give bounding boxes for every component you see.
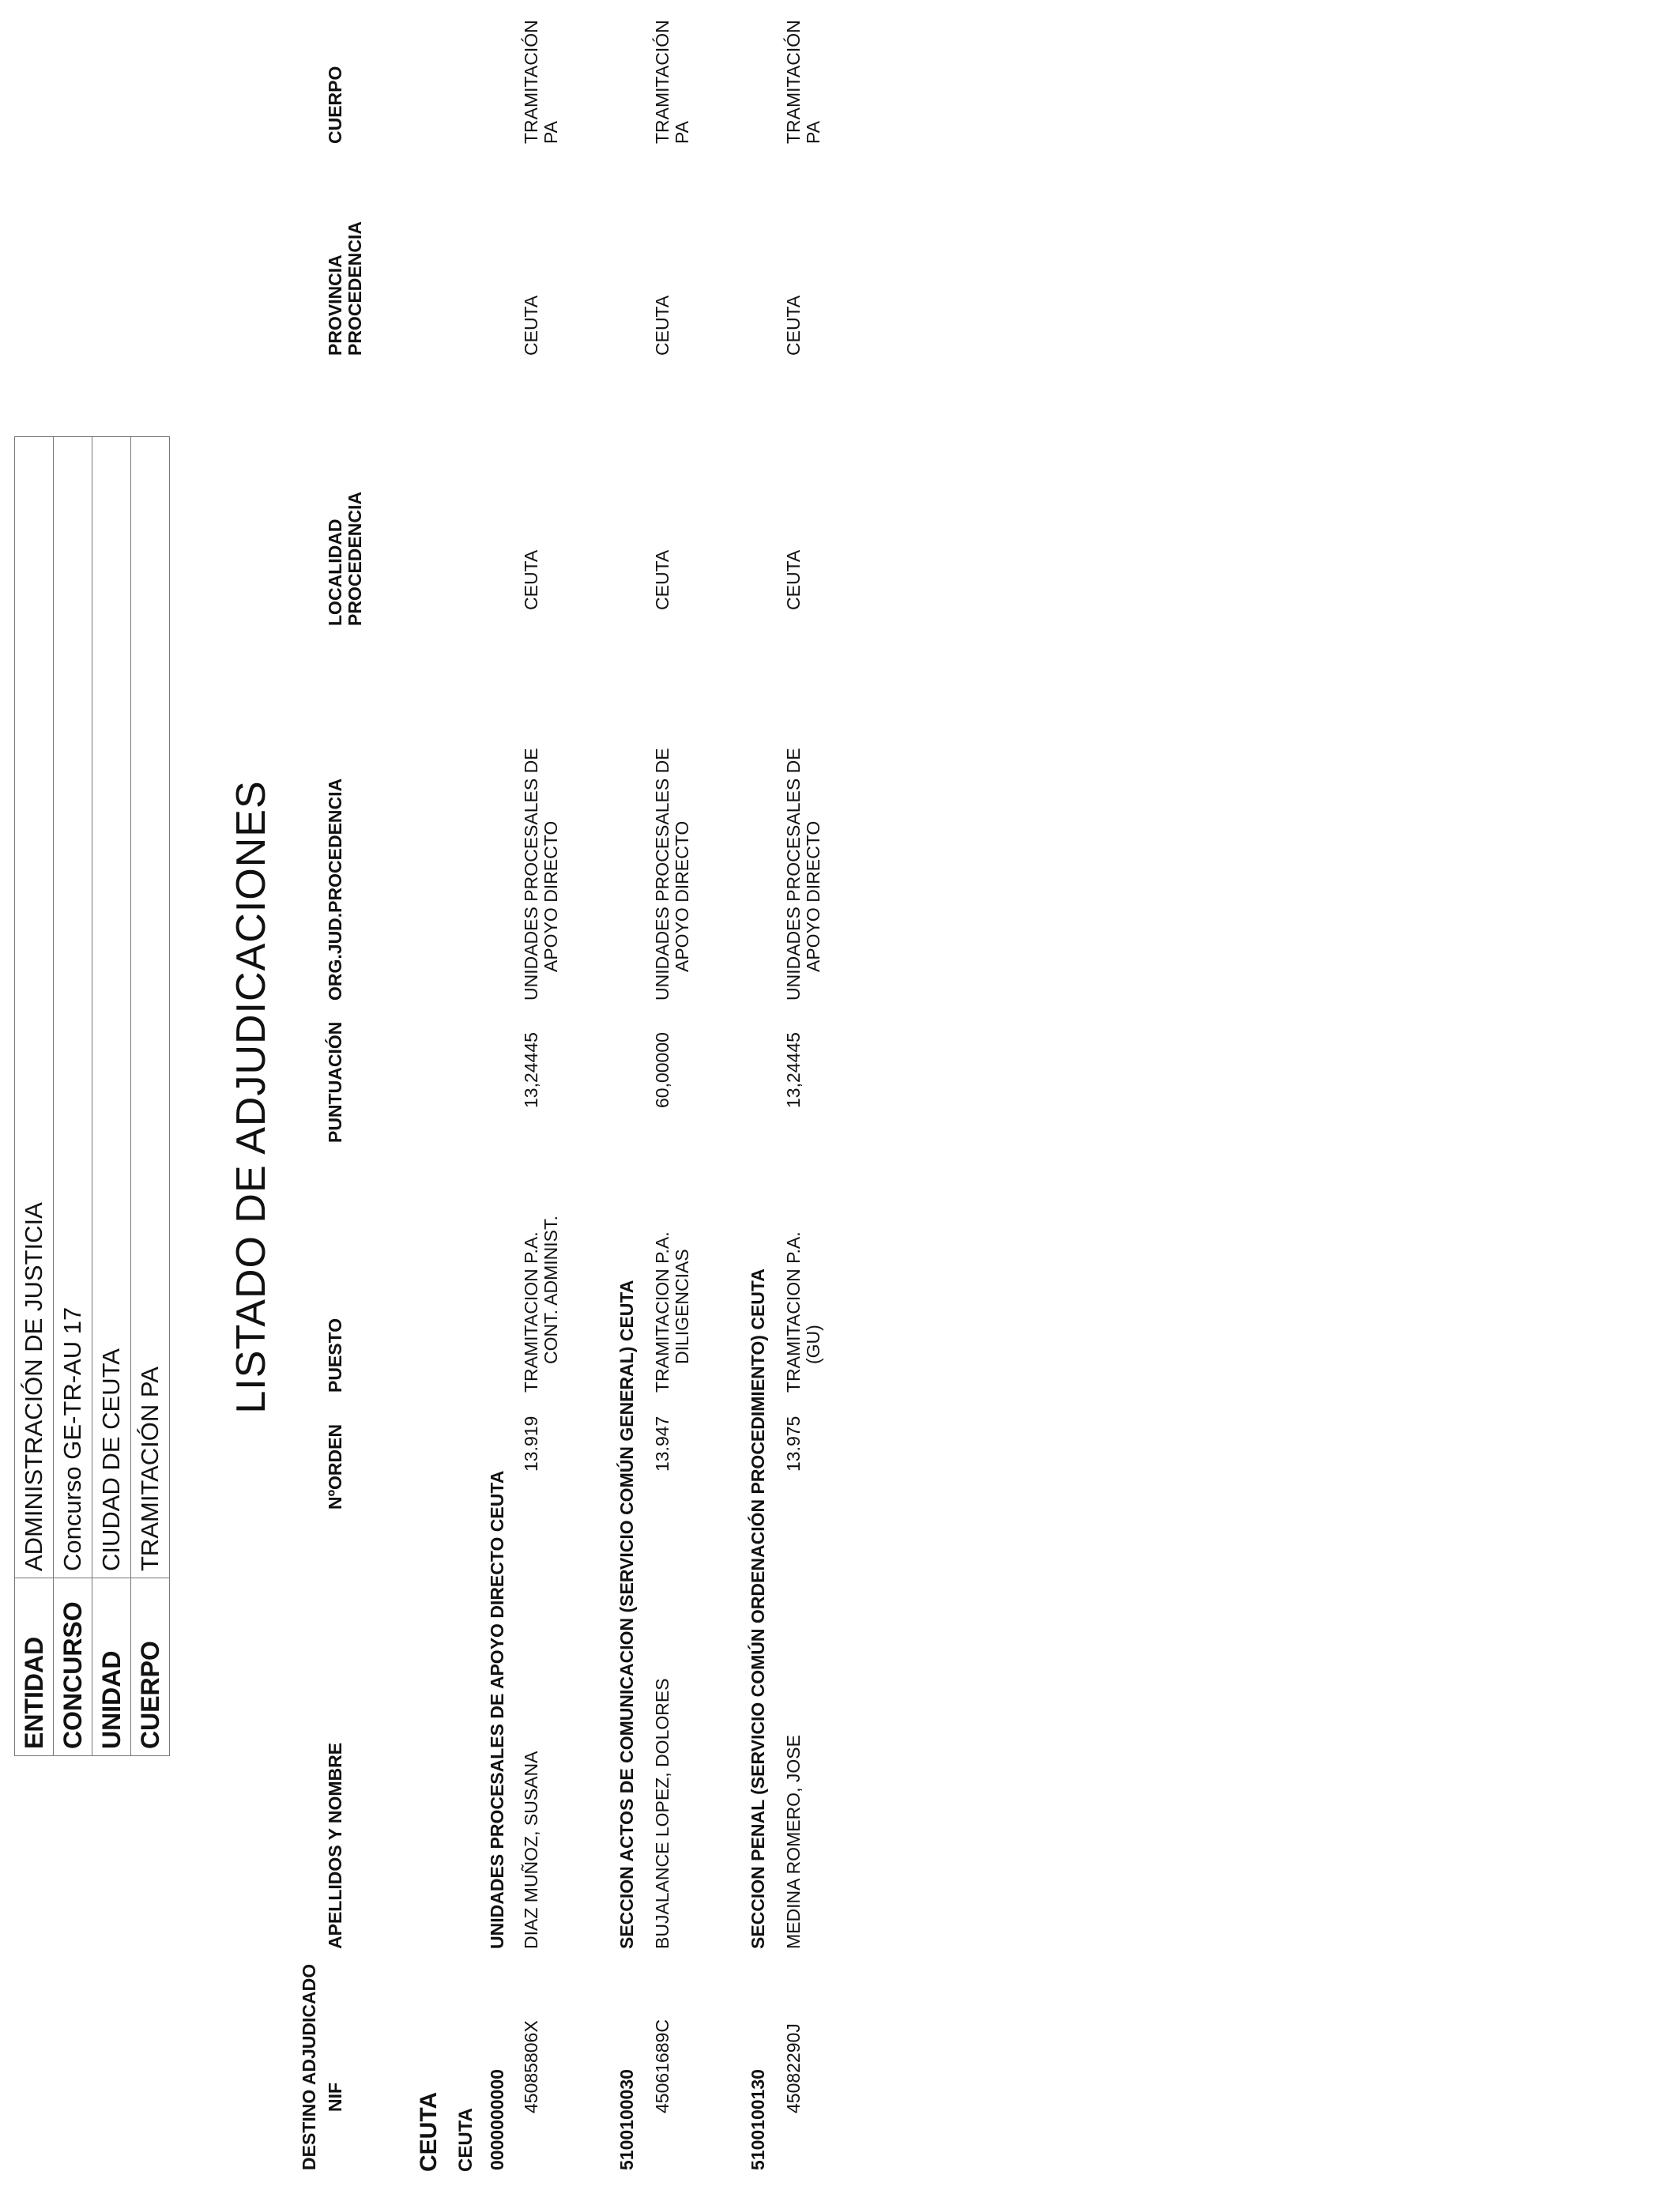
info-row-unidad: [92, 437, 131, 1756]
row-org-line: UNIDADES PROCESALES DE: [783, 748, 804, 1001]
column-header-provincia-line: PROVINCIA: [325, 254, 345, 356]
info-key: UNIDAD: [92, 1578, 131, 1756]
info-row-concurso: [54, 437, 92, 1756]
row-localidad: CEUTA: [783, 549, 804, 610]
row-provincia: CEUTA: [521, 295, 541, 356]
row-org: [522, 748, 561, 1001]
column-header-provincia-line: PROCEDENCIA: [345, 221, 365, 356]
province-heading: CEUTA: [416, 2091, 442, 2172]
column-header-localidad-line: LOCALIDAD: [325, 518, 345, 626]
row-cuerpo-line: TRAMITACIÓN: [521, 20, 541, 144]
row-provincia: CEUTA: [652, 295, 672, 356]
column-header-puntuacion: PUNTUACIÓN: [325, 1021, 345, 1143]
group-title: UNIDADES PROCESALES DE APOYO DIRECTO CEUTA: [487, 1470, 507, 1949]
column-header-destino: DESTINO ADJUDICADO: [299, 1963, 319, 2170]
row-orden: 13.947: [652, 1416, 672, 1472]
info-row-cuerpo: [131, 437, 170, 1756]
group-title: SECCION PENAL (SERVICIO COMÚN ORDENACIÓN PROCEDIMIENTO) CEUTA: [748, 1269, 768, 1949]
info-box: [14, 436, 170, 1756]
row-puesto-line: TRAMITACION P.A.: [783, 1231, 804, 1393]
row-cuerpo-line: PA: [803, 121, 823, 144]
column-header-org: ORG.JUD.PROCEDENCIA: [325, 778, 345, 1001]
row-localidad: CEUTA: [652, 549, 672, 610]
row-nif: 45061689C: [652, 2019, 672, 2113]
row-puesto: [784, 1231, 823, 1393]
page-title: LISTADO DE ADJUDICACIONES: [228, 780, 274, 1414]
row-cuerpo-line: PA: [541, 121, 561, 144]
row-provincia: CEUTA: [783, 295, 804, 356]
row-puesto-line: (GU): [803, 1325, 823, 1364]
row-name: MEDINA ROMERO, JOSE: [783, 1735, 804, 1949]
info-value: Concurso GE-TR-AU 17: [54, 437, 92, 1578]
row-orden: 13.919: [521, 1416, 541, 1472]
row-puntuacion: 13,24445: [521, 1032, 541, 1108]
group-code: 5100100030: [616, 2069, 637, 2170]
row-cuerpo: [522, 20, 561, 144]
group-code: 5100100130: [748, 2069, 768, 2170]
info-row-entidad: [15, 437, 54, 1756]
info-key: CUERPO: [131, 1578, 170, 1756]
column-header-puesto: PUESTO: [325, 1318, 345, 1393]
column-header-localidad: [326, 492, 365, 626]
row-localidad: CEUTA: [521, 549, 541, 610]
row-puntuacion: 60,00000: [652, 1032, 672, 1108]
row-puesto-line: CONT. ADMINIST.: [541, 1216, 561, 1364]
column-header-localidad-line: PROCEDENCIA: [345, 492, 365, 626]
row-cuerpo-line: TRAMITACIÓN: [783, 20, 804, 144]
row-puntuacion: 13,24445: [783, 1032, 804, 1108]
row-nif: 45085806X: [521, 2020, 541, 2113]
row-org-line: APOYO DIRECTO: [803, 820, 823, 972]
row-cuerpo: [784, 20, 823, 144]
column-header-orden: NºORDEN: [325, 1423, 345, 1510]
info-value: TRAMITACIÓN PA: [131, 437, 170, 1578]
row-nif: 45082290J: [783, 2023, 804, 2113]
row-cuerpo: [653, 20, 692, 144]
row-puesto: [653, 1231, 692, 1393]
row-name: BUJALANCE LOPEZ, DOLORES: [652, 1678, 672, 1949]
row-org-line: UNIDADES PROCESALES DE: [521, 748, 541, 1001]
group-title: SECCION ACTOS DE COMUNICACION (SERVICIO COMÚN GENERAL) CEUTA: [616, 1280, 637, 1949]
row-org: [653, 748, 692, 1001]
city-heading: CEUTA: [455, 2108, 477, 2172]
info-key: ENTIDAD: [15, 1578, 54, 1756]
column-header-provincia: [326, 221, 365, 356]
group-code: 0000000000: [487, 2069, 507, 2170]
row-org-line: UNIDADES PROCESALES DE: [652, 748, 672, 1001]
info-key: CONCURSO: [54, 1578, 92, 1756]
row-org-line: APOYO DIRECTO: [672, 820, 692, 972]
row-cuerpo-line: PA: [672, 121, 692, 144]
column-header-nif: NIF: [325, 2082, 345, 2112]
row-puesto-line: TRAMITACION P.A.: [521, 1231, 541, 1393]
row-puesto-line: DILIGENCIAS: [672, 1249, 692, 1364]
row-name: DIAZ MUÑOZ, SUSANA: [521, 1751, 541, 1949]
column-header-cuerpo: CUERPO: [325, 66, 345, 144]
column-header-nombre: APELLIDOS Y NOMBRE: [325, 1742, 345, 1949]
row-puesto-line: TRAMITACION P.A.: [652, 1231, 672, 1393]
row-org: [784, 748, 823, 1001]
row-orden: 13.975: [783, 1416, 804, 1472]
row-org-line: APOYO DIRECTO: [541, 820, 561, 972]
info-value: ADMINISTRACIÓN DE JUSTICIA: [15, 437, 54, 1578]
row-cuerpo-line: TRAMITACIÓN: [652, 20, 672, 144]
info-value: CIUDAD DE CEUTA: [92, 437, 131, 1578]
row-puesto: [522, 1216, 561, 1393]
